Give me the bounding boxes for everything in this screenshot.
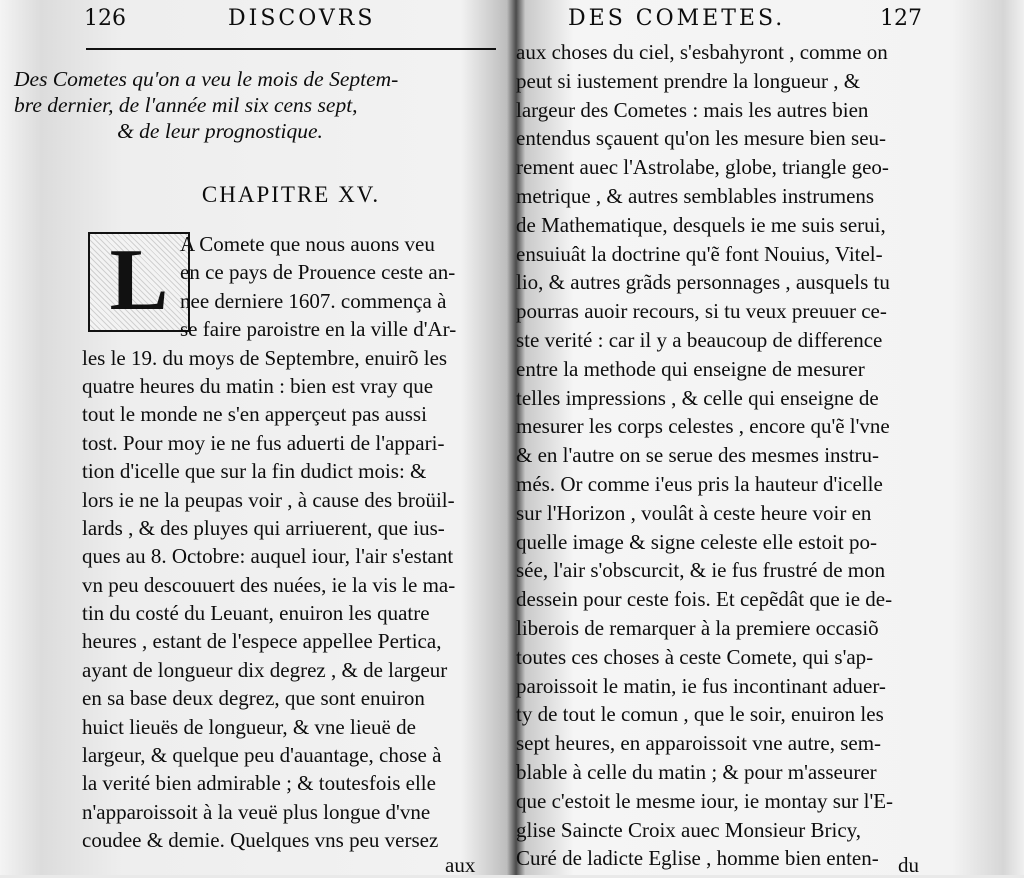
text-line: tout le monde ne s'en apperçeut pas aussi (82, 402, 427, 427)
chapter-title (14, 66, 426, 144)
chapter-heading: CHAPITRE XV. (201, 182, 381, 207)
title-line: & de leur prognostique. (117, 119, 323, 143)
drop-cap-letter: L (109, 232, 169, 329)
text-line: la verité bien admirable ; & toutesfois elle (82, 771, 436, 796)
right-running-head (514, 6, 926, 36)
text-line: ques au 8. Octobre: auquel iour, l'air s'estant (82, 544, 454, 569)
text-line: se faire paroistre en la ville d'Ar- (180, 317, 457, 342)
text-line: tion d'icelle que sur la fin dudict mois: & (82, 459, 427, 484)
left-body-text (82, 230, 514, 855)
text-line: aux choses du ciel, s'esbahyront , comme on (516, 40, 888, 64)
text-line: huict lieuës de longueur, & vne lieuë de (82, 714, 416, 739)
text-line: tost. Pour moy ie ne fus aduerti de l'appari- (82, 430, 445, 455)
right-head-title: DES COMETES. (568, 6, 786, 31)
text-line: liberois de remarquer à la premiere occasiõ (516, 615, 879, 640)
text-line: sur l'Horizon , voulât à ceste heure voir en (516, 500, 872, 525)
text-line: mesurer les corps celestes , encore qu'ẽ l'vne (516, 414, 890, 439)
text-line: dessein pour ceste fois. Et cepẽdât que ie de- (516, 587, 893, 612)
text-line: metrique , & autres semblables instrumens (516, 183, 875, 208)
left-running-head (72, 6, 510, 36)
text-line: quatre heures du matin : bien est vray que (82, 373, 434, 398)
right-page-number: 127 (880, 6, 922, 31)
text-line: entendus sçauent qu'on les mesure bien seu- (516, 126, 887, 151)
title-line: bre dernier, de l'année mil six cens sept, (14, 93, 358, 117)
text-line: A Comete que nous auons veu (180, 232, 435, 256)
text-line: peut si iustement prendre la longueur , & (516, 68, 861, 93)
text-line: ensuiuât la doctrine qu'ẽ font Nouius, Vitel- (516, 241, 883, 266)
text-line: toutes ces choses à ceste Comete, qui s'ap- (516, 644, 874, 669)
right-catchword: du (898, 853, 919, 877)
left-head-title: DISCOVRS (228, 6, 376, 31)
right-body-text (516, 38, 930, 873)
text-line: Curé de ladicte Eglise , homme bien enten- (516, 846, 879, 871)
text-line: blable à celle du matin ; & pour m'asseurer (516, 759, 877, 784)
text-line: rement auec l'Astrolabe, globe, triangle geo- (516, 155, 889, 180)
text-line: paroissoit le matin, ie fus incontinant aduer- (516, 673, 886, 698)
text-line: nee derniere 1607. commença à (180, 288, 447, 313)
text-line: que c'estoit le mesme iour, ie montay sur l'E- (516, 788, 894, 813)
text-line: ayant de longueur dix degrez , & de largeur (82, 657, 448, 682)
text-line: les le 19. du moys de Septembre, enuirõ les (82, 345, 448, 370)
text-line: largeur des Cometes : mais les autres bien (516, 97, 869, 122)
text-line: tin du costé du Leuant, enuiron les quatre (82, 601, 430, 626)
text-line: entre la methode qui enseigne de mesurer (516, 356, 865, 381)
text-line: de Mathematique, desquels ie me suis serui, (516, 212, 886, 237)
text-line: vn peu descouuert des nuées, ie la vis le ma- (82, 572, 456, 597)
text-line: ty de tout le comun , que le soir, enuiron les (516, 702, 884, 727)
text-line: telles impressions , & celle qui enseigne de (516, 385, 879, 410)
text-line: glise Saincte Croix auec Monsieur Bricy, (516, 817, 862, 842)
text-line: & en l'autre on se serue des mesmes instru- (516, 443, 880, 468)
text-line: lards , & des pluyes qui arriuerent, que ius- (82, 515, 445, 540)
text-line: ste verité : car il y a beaucoup de difference (516, 327, 883, 352)
title-line: Des Cometes qu'on a veu le mois de Septem- (14, 67, 399, 91)
text-line: lio, & autres grãds personnages , ausquels tu (516, 270, 890, 295)
right-page (514, 0, 926, 875)
text-line: en ce pays de Prouence ceste an- (180, 260, 456, 285)
text-line: largeur, & quelque peu d'auantage, chose à (82, 743, 442, 768)
text-line: sept heures, en apparoissoit vne autre, sem- (516, 731, 882, 756)
text-line: sée, l'air s'obscurcit, & ie fus frustré de mon (516, 558, 886, 583)
left-catchword: aux (445, 853, 476, 877)
text-line: coudee & demie. Quelques vns peu versez (82, 828, 439, 853)
text-line: n'apparoissoit à la veuë plus longue d'vne (82, 799, 431, 824)
text-line: quelle image & signe celeste elle estoit po- (516, 529, 877, 554)
text-line: lors ie ne la peupas voir , à cause des broüil- (82, 487, 455, 512)
text-line: en sa base deux degrez, que sont enuiron (82, 686, 425, 711)
text-line: més. Or comme i'eus pris la hauteur d'icelle (516, 471, 883, 496)
text-line: pourras auoir recours, si tu veux preuuer ce- (516, 299, 887, 324)
left-page-number: 126 (84, 6, 126, 31)
head-rule (86, 48, 496, 50)
text-line: heures , estant de l'espece appellee Pertica, (82, 629, 442, 654)
